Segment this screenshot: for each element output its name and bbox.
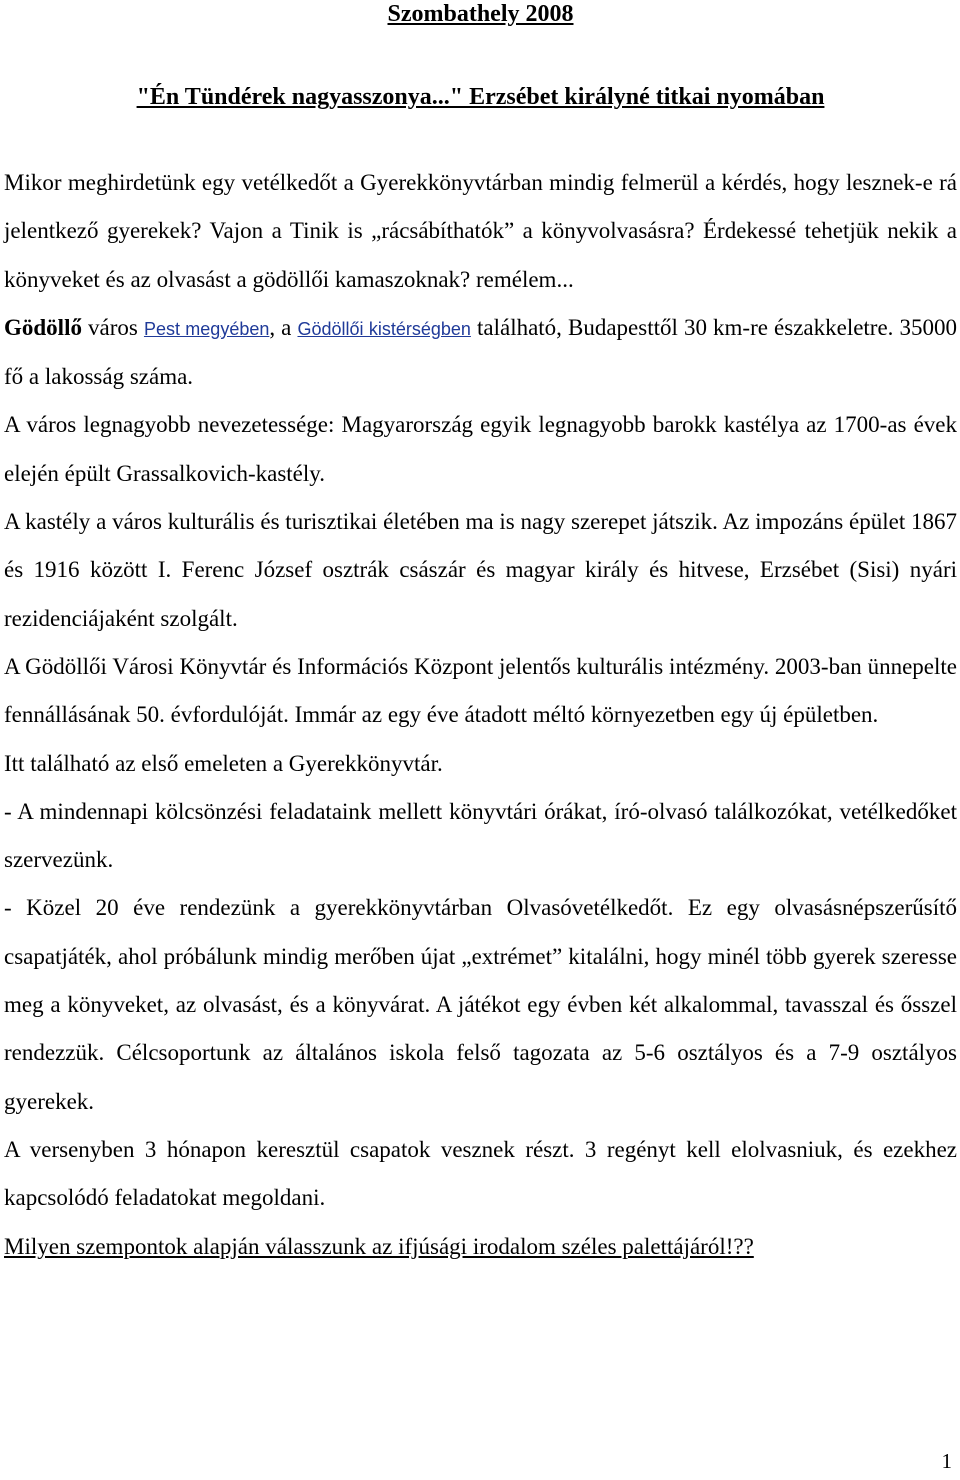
link-godolloi-kisterseg[interactable]: Gödöllői kistérségben [297,318,471,339]
link-pest-megye[interactable]: Pest megyében [143,318,270,339]
paragraph-text: található, Budapesttől 30 km-re északkeletre. 35000 fő a lakosság száma. [4,314,958,390]
paragraph-text: város [81,314,144,340]
paragraph-verseny: A versenyben 3 hónapon keresztül csapatok vesznek részt. 3 regényt kell elolvasniuk, és ezekhez kapcsolódó feladatokat megoldani. [4,1136,957,1211]
document-title: Szombathely 2008 [387,1,574,27]
paragraph-feladatok: - A mindennapi kölcsönzési feladataink mellett könyvtári órákat, író-olvasó találkozókat, vetélkedőket szervezünk. [4,798,957,873]
paragraph-kastely-szerep: A kastély a város kulturális és turisztikai életében ma is nagy szerepet játszik. Az impozáns épület 1867 és 1916 között I. Ferenc József osztrák császár és magyar király és hitvese, Erzsébet (Sisi) nyári rezidenciájaként szolgált. [4,509,957,631]
page-number: 1 [941,1449,952,1473]
paragraph-intro: Mikor meghirdetünk egy vetélkedőt a Gyerekkönyvtárban mindig felmerül a kérdés, hogy lesznek-e rá jelentkező gyerekek? Vajon a Tinik is „rácsábíthatók” a könyvolvasásra? Érdekessé tehetjük nekik a könyveket és az olvasást a gödöllői kamaszoknak? remélem... [4,170,957,292]
paragraph-text: , a [269,314,298,340]
paragraph-vetelkedo: - Közel 20 éve rendezünk a gyerekkönyvtárban Olvasóvetélkedőt. Ez egy olvasásnépszerűsítő csapatjáték, ahol próbálunk mindig merőben újat „extrémet” kitalálni, hogy minél több gyerek szeresse meg a könyveket, az olvasást, és a könyvárat. A játékot egy évben két alkalommal, tavasszal és ősszel rendezzük. Célcsoportunk az általános iskola felső tagozata az 5-6 osztályos és a 7-9 osztályos gyerekek. [4,895,957,1114]
city-name: Gödöllő [4,314,82,340]
document-body [4,159,957,1271]
paragraph-godollo [4,304,957,402]
paragraph-kerdes: Milyen szempontok alapján válasszunk az ifjúsági irodalom széles palettájáról!?? [4,1233,754,1259]
document-subtitle: "Én Tündérek nagyasszonya..." Erzsébet királyné titkai nyomában [136,84,825,110]
paragraph-konyvtar: A Gödöllői Városi Könyvtár és Információs Központ jelentős kulturális intézmény. 2003-ban ünnepelte fennállásának 50. évfordulóját. Immár az egy éve átadott méltó környezetben egy új épületben. [4,653,957,728]
paragraph-gyerekkonyvtar: Itt található az első emeleten a Gyerekkönyvtár. [4,750,443,776]
document-page [0,2,960,1480]
paragraph-kastely: A város legnagyobb nevezetessége: Magyarország egyik legnagyobb barokk kastélya az 1700-as évek elején épült Grassalkovich-kastély. [4,412,957,486]
